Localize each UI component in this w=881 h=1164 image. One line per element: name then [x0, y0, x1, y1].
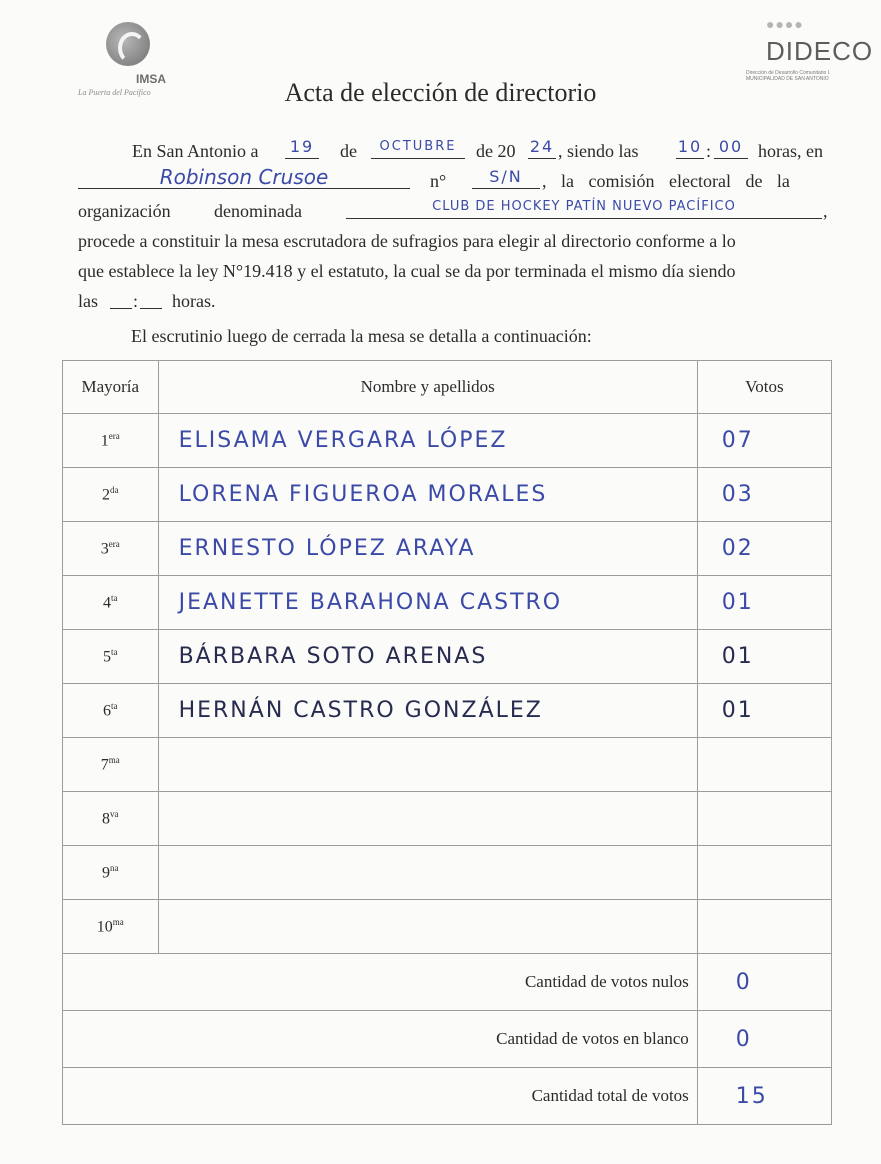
- paragraph-line-6: las : horas.: [78, 286, 830, 316]
- candidate-votes: [697, 846, 831, 900]
- street-number-field: S/N: [472, 166, 540, 189]
- candidate-votes: 01: [697, 630, 831, 684]
- summary-row-total: [63, 1068, 832, 1125]
- blank-votes-value: 0: [697, 1011, 831, 1068]
- paragraph-line-2: Robinson Crusoe n° S/N , la comisión electoral de la: [78, 166, 830, 196]
- candidate-name: [158, 738, 697, 792]
- candidate-name: [158, 900, 697, 954]
- dideco-logo-subtitle: Dirección de Desarrollo Comunitario I. MUNICIPALIDAD DE SAN ANTONIO: [746, 70, 831, 82]
- candidate-name: ELISAMA VERGARA LÓPEZ: [158, 414, 697, 468]
- dideco-dots-icon: ●●●●: [766, 18, 804, 33]
- year-field: 24: [528, 136, 556, 159]
- imsa-logo-name: IMSA: [136, 72, 166, 86]
- candidate-name: [158, 846, 697, 900]
- candidate-name: LORENA FIGUEROA MORALES: [158, 468, 697, 522]
- document-title: Acta de elección de directorio: [284, 78, 597, 107]
- table-row: $5^{ta}$ BÁRBARA SOTO ARENAS 01: [63, 630, 832, 684]
- candidate-name: ERNESTO LÓPEZ ARAYA: [158, 522, 697, 576]
- candidate-votes: 07: [697, 414, 831, 468]
- minute-field: 00: [714, 136, 748, 159]
- paragraph-line-5: que establece la ley N°19.418 y el estatuto, la cual se da por terminada el mismo día siendo: [78, 261, 736, 281]
- total-votes-value: 15: [697, 1068, 831, 1125]
- candidate-name: HERNÁN CASTRO GONZÁLEZ: [158, 684, 697, 738]
- summary-row-blank: [63, 1011, 832, 1068]
- candidate-name: BÁRBARA SOTO ARENAS: [158, 630, 697, 684]
- organization-field: CLUB DE HOCKEY PATÍN NUEVO PACÍFICO: [346, 196, 822, 219]
- paragraph-line-1: En San Antonio a 19 de OCTUBRE de 20 24 , siendo las 10 : 00 horas, en: [132, 137, 823, 161]
- header-mayoria: Mayoría: [63, 361, 159, 414]
- summary-row-null: [63, 954, 832, 1011]
- candidate-votes: 03: [697, 468, 831, 522]
- paragraph-line-4: procede a constituir la mesa escrutadora de sufragios para elegir al directorio conforme a lo: [78, 231, 736, 251]
- results-table: [62, 360, 832, 1125]
- street-field: Robinson Crusoe: [78, 166, 410, 189]
- candidate-votes: 02: [697, 522, 831, 576]
- intro-paragraph: [78, 136, 830, 316]
- dideco-logo-name: DIDECO: [766, 36, 874, 66]
- end-minute-field: [140, 286, 162, 309]
- day-field: 19: [285, 136, 319, 159]
- candidate-votes: [697, 738, 831, 792]
- table-row: $4^{ta}$ JEANETTE BARAHONA CASTRO 01: [63, 576, 832, 630]
- table-row: $7^{ma}$: [63, 738, 832, 792]
- table-row: $6^{ta}$ HERNÁN CASTRO GONZÁLEZ 01: [63, 684, 832, 738]
- candidate-votes: 01: [697, 684, 831, 738]
- table-row: $2^{da}$ LORENA FIGUEROA MORALES 03: [63, 468, 832, 522]
- candidate-votes: 01: [697, 576, 831, 630]
- table-row: $8^{va}$: [63, 792, 832, 846]
- scrutiny-intro: El escrutinio luego de cerrada la mesa se detalla a continuación:: [131, 326, 592, 346]
- blank-votes-label: Cantidad de votos en blanco: [63, 1011, 698, 1068]
- candidate-votes: [697, 900, 831, 954]
- header-nombre: Nombre y apellidos: [158, 361, 697, 414]
- header-votos: Votos: [697, 361, 831, 414]
- candidate-name: [158, 792, 697, 846]
- table-row: $10^{ma}$: [63, 900, 832, 954]
- imsa-logo-tagline: La Puerta del Pacífico: [78, 88, 151, 97]
- table-row: $9^{na}$: [63, 846, 832, 900]
- table-row: $1^{era}$ ELISAMA VERGARA LÓPEZ 07: [63, 414, 832, 468]
- month-field: OCTUBRE: [371, 136, 465, 159]
- imsa-emblem-icon: [106, 22, 150, 66]
- total-votes-label: Cantidad total de votos: [63, 1068, 698, 1125]
- table-row: $3^{era}$ ERNESTO LÓPEZ ARAYA 02: [63, 522, 832, 576]
- candidate-votes: [697, 792, 831, 846]
- hour-field: 10: [676, 136, 704, 159]
- end-hour-field: [110, 286, 132, 309]
- table-header-row: [63, 361, 832, 414]
- paragraph-line-3: organización denominada CLUB DE HOCKEY PATÍN NUEVO PACÍFICO ,: [78, 196, 830, 226]
- null-votes-label: Cantidad de votos nulos: [63, 954, 698, 1011]
- null-votes-value: 0: [697, 954, 831, 1011]
- candidate-name: JEANETTE BARAHONA CASTRO: [158, 576, 697, 630]
